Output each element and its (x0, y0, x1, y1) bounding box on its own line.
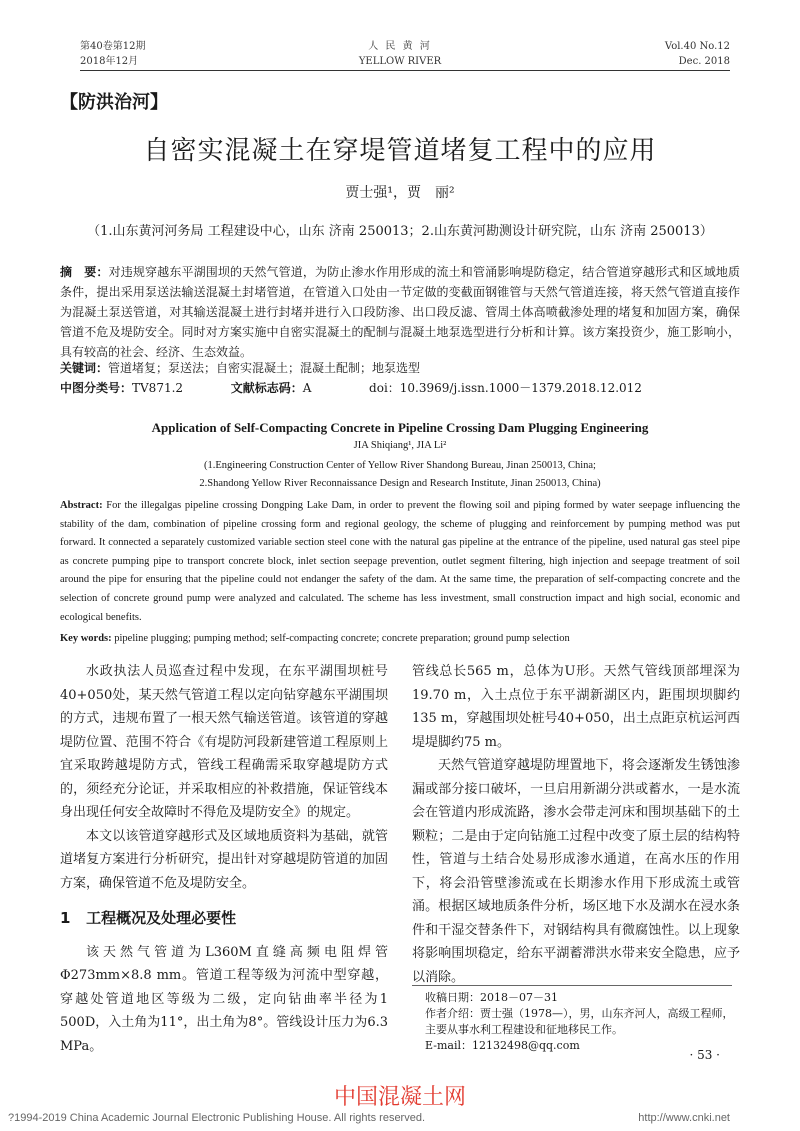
english-keywords (60, 630, 740, 649)
footnotes (425, 990, 740, 1054)
footnote-divider (412, 985, 732, 986)
watermark: 中国混凝土网 (333, 1085, 466, 1110)
keywords-label: 关键词： (60, 361, 109, 375)
english-abstract-label: Abstract: (60, 500, 103, 511)
right-column (412, 660, 740, 989)
copyright-line: ?1994-2019 China Academic Journal Electronic Publishing House. All rights reserved. (8, 1112, 426, 1124)
paragraph: 天然气管道穿越堤防埋置地下，将会逐渐发生锈蚀渗漏或部分接口破坏，一旦启用新湖分洪或蓄水，一是水流会在管道内形成流路，渗水会带走河床和围坝基础下的土颗粒；二是由于定向钻施工过程中改变了原土层的结构特性，管道与土结合处易形成渗水通道，在高水压的作用下，将会沿管壁渗流或在长期渗水作用下形成流土或管涌。根据区域地质条件分析，场区地下水及湖水在浸水条件和干湿交替条件下，对钢结构具有微腐蚀性。以上现象将影响围坝稳定，给东平湖蓄滞洪水带来安全隐患，应予以消除。 (412, 758, 740, 985)
authors-cn: 贾士强¹，贾 丽² (345, 185, 455, 201)
section-tag: 【防洪治河】 (60, 92, 168, 113)
english-abstract-text: For the illegalgas pipeline crossing Dongping Lake Dam, in order to prevent the flowing soil and piping formed by water seepage influencing the stability of the dam, combination of pipeline crossing form and regional geology, the scheme of plugging and reinforcement by pumping method was put forward. It connected a separately customized variable section steel cone with the natural gas pipeline at the entrance of the pipeline, used natural gas steel pipe as concrete pumping pipe to transport concrete block, inlet section seepage prevention, outlet segment filtering, high injection and seepage treatment of soil around the pipe for ensuring that the pipeline could not endanger the safety of the dam. At the same time, the preparation of self-compacting concrete and the selection of concrete ground pump were analyzed and calculated. The scheme has less investment, small construction impact and high social, economic and ecological benefits. (60, 500, 740, 623)
header-journal-en: YELLOW RIVER (358, 56, 442, 67)
section-heading (60, 907, 388, 931)
abstract-cn (60, 262, 740, 362)
keywords-text: 管道堵复；泵送法；自密实混凝土；混凝土配制；地泵选型 (108, 361, 421, 375)
english-affiliation-2: 2.Shandong Yellow River Reconnaissance Design and Research Institute, Jinan 250013, China) (199, 478, 601, 489)
doi: doi：10.3969/j.issn.1000－1379.2018.12.012 (369, 381, 642, 395)
doc-code-label: 文献标志码： (230, 381, 303, 395)
abstract-label: 摘 要： (60, 265, 109, 279)
header-date-cn: 2018年12月 (80, 56, 139, 67)
english-keywords-label: Key words: (60, 633, 112, 644)
english-keywords-text: pipeline plugging; pumping method; self-compacting concrete; concrete preparation; ground pump selection (114, 633, 570, 644)
english-affiliation-1: (1.Engineering Construction Center of Yellow River Shandong Bureau, Jinan 250013, China; (204, 460, 596, 471)
header-volume-en: Vol.40 No.12 (664, 41, 730, 52)
clc-value: TV871.2 (132, 381, 184, 395)
english-abstract (60, 497, 740, 627)
article-title: 自密实混凝土在穿堤管道堵复工程中的应用 (143, 136, 657, 166)
affiliations-cn: （1.山东黄河河务局 工程建设中心，山东 济南 250013；2.山东黄河勘测设计研究院，山东 济南 250013） (87, 224, 713, 239)
english-authors: JIA Shiqiang¹, JIA Li² (353, 440, 447, 451)
header-divider (80, 70, 730, 71)
doc-code-value: A (302, 381, 312, 395)
classification-line (60, 378, 740, 398)
paragraph: 该天然气管道为L360M直缝高频电阻焊管Φ273mm×8.8 mm。管道工程等级为河流中型穿越，穿越处管道地区等级为二级，定向钻曲率半径为1 500D，入土角为11°，出土角为8°。管线设计压力为6.3 MPa。 (60, 944, 388, 1054)
header-date-en: Dec. 2018 (678, 56, 730, 67)
keywords-cn (60, 358, 740, 378)
received-date: 收稿日期：2018－07－31 (425, 991, 558, 1004)
section-title: 工程概况及处理必要性 (86, 909, 237, 927)
email: E-mail：12132498@qq.com (425, 1039, 580, 1052)
header-volume-cn: 第40卷第12期 (80, 41, 146, 52)
author-intro: 作者介绍：贾士强（1978—），男，山东齐河人，高级工程师，主要从事水利工程建设和征地移民工作。 (425, 1007, 734, 1036)
cnki-link[interactable]: http://www.cnki.net (638, 1112, 730, 1124)
page-number: · 53 · (689, 1048, 720, 1062)
section-number: 1 (60, 909, 71, 927)
paragraph: 管线总长565 m，总体为U形。天然气管线顶部埋深为19.70 m，入土点位于东平湖新湖区内，距围坝坝脚约135 m，穿越围坝处桩号40+050，出土点距京杭运河西堤堤脚约75 m。 (412, 664, 740, 750)
abstract-text: 对违规穿越东平湖围坝的天然气管道，为防止渗水作用形成的流土和管涌影响堤防稳定，结合管道穿越形式和区域地质条件，提出采用泵送法输送混凝土封堵管道，在管道入口处由一节定做的变截面钢锥管与天然气管道连接，将天然气管道直接作为混凝土泵送管道，对其输送混凝土进行封堵并进行入口段防渗、出口段反滤、管周土体高喷截渗处理的堵复和加固方案，确保管道不危及堤防安全。同时对方案实施中自密实混凝土的配制与混凝土地泵选型进行分析和计算。该方案投资少，施工影响小，具有较高的社会、经济、生态效益。 (60, 265, 740, 359)
header-journal-cn: 人 民 黄 河 (368, 41, 432, 52)
clc-label: 中图分类号： (60, 381, 133, 395)
paragraph: 水政执法人员巡查过程中发现，在东平湖围坝桩号40+050处，某天然气管道工程以定向钻穿越东平湖围坝的方式，违规布置了一根天然气输送管道。该管道的穿越堤防位置、范围不符合《有堤防河段新建管道工程原则上宜采取跨越堤防方式，管线工程确需采取穿越堤防方式的，须经充分论证，并采取相应的补救措施，保证管线本身出现任何安全故障时不得危及堤防安全》的规定。 (60, 664, 388, 820)
english-title: Application of Self-Compacting Concrete in Pipeline Crossing Dam Plugging Engineering (151, 420, 649, 435)
paragraph: 本文以该管道穿越形式及区域地质资料为基础，就管道堵复方案进行分析研究，提出针对穿越堤防管道的加固方案，确保管道不危及堤防安全。 (60, 828, 388, 891)
left-column (60, 660, 388, 1058)
